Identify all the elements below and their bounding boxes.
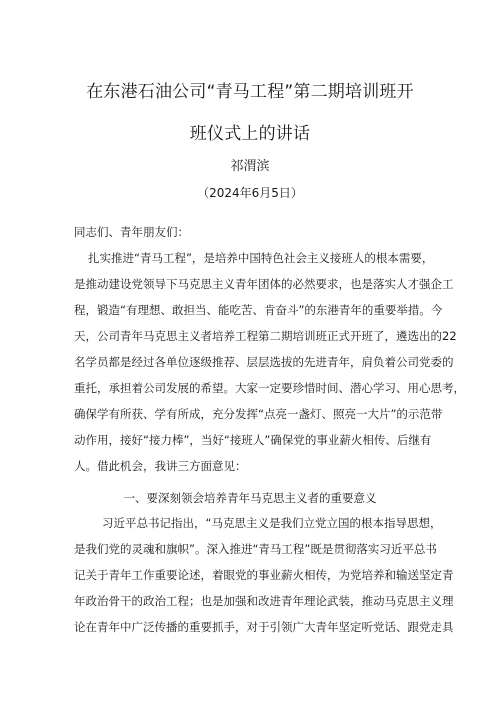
paragraph-1-line: 是推动建设党领导下马克思主义青年团体的必然要求，也是落实人才强企工: [74, 277, 454, 291]
paragraph-1-line: 动作用，接好“接力棒”，当好“接班人”确保党的事业薪火相传、后继有: [74, 433, 432, 447]
salutation: 同志们、青年朋友们：: [74, 225, 189, 239]
paragraph-2-line: 年政治骨干的政治工程；也是加强和改进青年理论武装，推动马克思主义理: [74, 594, 454, 608]
section-1-heading: 一、要深刻领会培养青年马克思主义者的重要意义: [123, 491, 377, 505]
paragraph-1-line: 程，锻造“有理想、敢担当、能吃苦、肯奋斗”的东港青年的重要举措。今: [74, 303, 443, 317]
document-title-line-2: 班仪式上的讲话: [189, 124, 311, 144]
paragraph-1-line: 扎实推进“青马工程”，是培养中国特色社会主义接班人的根本需要，: [88, 251, 434, 265]
paragraph-2-line: 论在青年中广泛传播的重要抓手，对于引领广大青年坚定听党话、跟党走具: [74, 620, 454, 634]
paragraph-1-line: 天，公司青年马克思主义者培养工程第二期培训班正式开班了，遴选出的22: [74, 329, 457, 343]
paragraph-2-line: 习近平总书记指出，“马克思主义是我们立党立国的根本指导思想，: [102, 516, 442, 530]
paragraph-2-line: 是我们党的灵魂和旗帜”。深入推进“青马工程”既是贯彻落实习近平总书: [74, 542, 437, 556]
paragraph-1-line: 人。借此机会，我讲三方面意见：: [74, 459, 247, 473]
speech-date: （2024年6月5日）: [197, 186, 303, 200]
paragraph-1-line: 名学员都是经过各单位逐级推荐、层层选拔的先进青年，肩负着公司党委的: [74, 355, 454, 369]
paragraph-2-line: 记关于青年工作重要论述，着眼党的事业薪火相传，为党培养和输送坚定青: [74, 568, 454, 582]
paragraph-1-line: 确保学有所获、学有所成，充分发挥“点亮一盏灯、照亮一大片”的示范带: [74, 407, 443, 421]
document-title-line-1: 在东港石油公司“青马工程”第二期培训班开: [86, 82, 414, 102]
author-name: 祁渭滨: [230, 159, 270, 174]
paragraph-1-line: 重托，承担着公司发展的希望。大家一定要珍惜时间、潜心学习、用心思考，: [74, 381, 465, 395]
